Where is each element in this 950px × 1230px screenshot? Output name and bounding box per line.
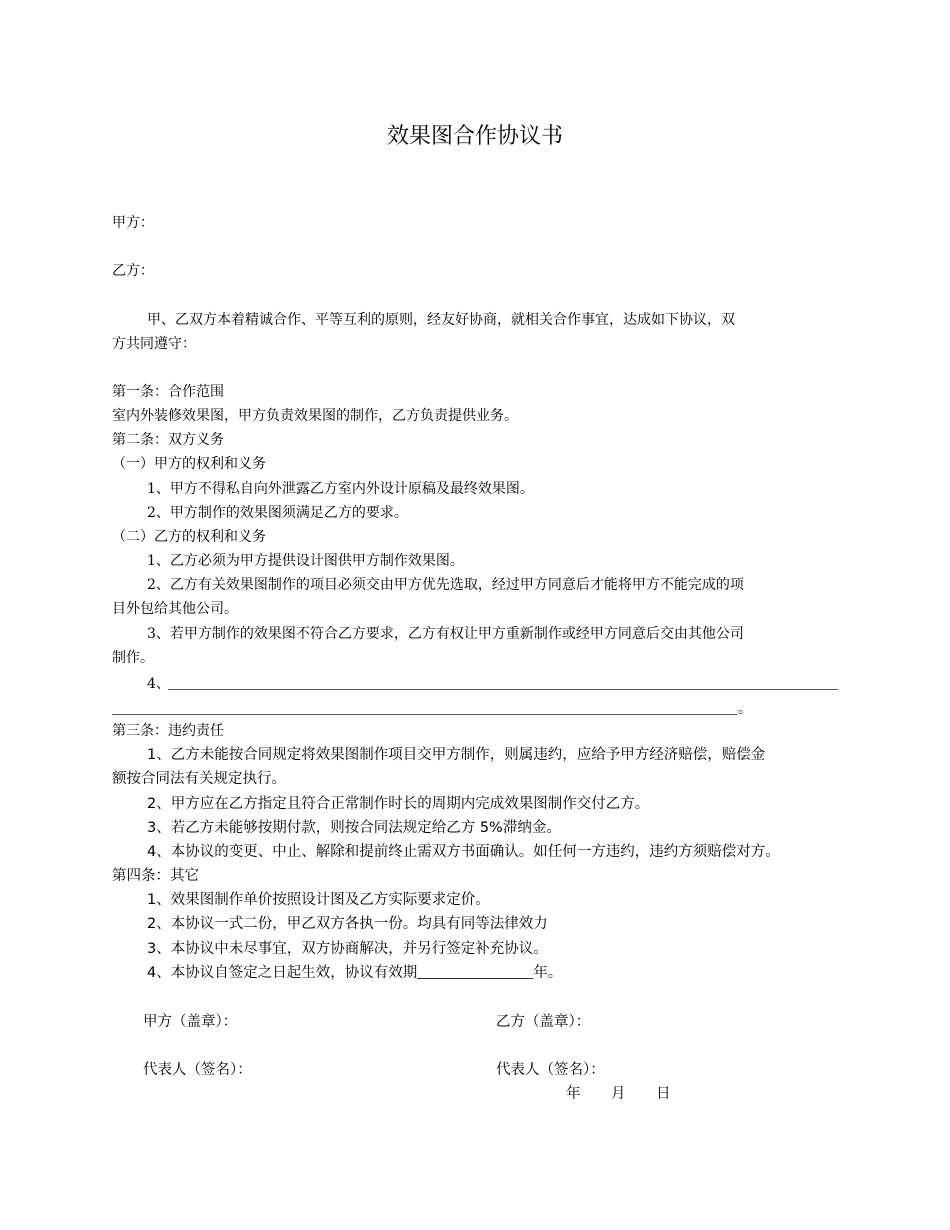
party-a-seal-label: 甲方（盖章）：: [143, 1014, 238, 1030]
article-4-heading: 第四条：其它: [112, 868, 199, 884]
article-4-i4-prefix: 4、本协议自签定之日起生效，协议有效期: [147, 965, 418, 981]
date-year-label: 年: [566, 1086, 581, 1102]
party-a-representative-label: 代表人（签名）：: [143, 1062, 252, 1078]
preamble-line-2: 方共同遵守：: [112, 336, 196, 352]
article-4-i1: 1、效果图制作单价按照设计图及乙方实际要求定价。: [147, 892, 490, 908]
article-3-i1-line-2: 额按合同法有关规定执行。: [112, 771, 286, 787]
article-1-text: 室内外装修效果图，甲方负责效果图的制作，乙方负责提供业务。: [112, 408, 518, 424]
article-2-b2-line-2: 目外包给其他公司。: [112, 601, 238, 617]
article-4-i3: 3、本协议中未尽事宜，双方协商解决，并另行签定补充协议。: [147, 941, 548, 957]
date-month-label: 月: [611, 1086, 626, 1102]
party-b-label: 乙方：: [112, 263, 154, 279]
article-3-heading: 第三条：违约责任: [112, 723, 224, 739]
article-2-heading: 第二条：双方义务: [112, 432, 224, 448]
date-day-label: 日: [656, 1086, 671, 1102]
article-2-b3-line-2: 制作。: [112, 650, 154, 666]
article-1-heading: 第一条：合作范围: [112, 384, 224, 400]
document-title: 效果图合作协议书: [386, 124, 563, 149]
article-2-b1: 1、乙方必须为甲方提供设计图供甲方制作效果图。: [147, 553, 464, 569]
article-2-b2-line-1: 2、乙方有关效果图制作的项目必须交由甲方优先选取，经过甲方同意后才能将甲方不能完成的项: [147, 577, 744, 593]
party-b-seal-label: 乙方（盖章）：: [496, 1014, 591, 1030]
article-2-b4-prefix: 4、: [147, 676, 170, 692]
blank-fill-line-2: [112, 714, 737, 715]
article-2-a1: 1、甲方不得私自向外泄露乙方室内外设计原稿及最终效果图。: [147, 481, 534, 497]
article-4-i4-suffix: 年。: [533, 965, 563, 981]
validity-period-blank: [417, 962, 533, 979]
article-4-i2: 2、本协议一式二份，甲乙双方各执一份。均具有同等法律效力: [147, 916, 548, 932]
blank-fill-line-1: [168, 689, 838, 690]
article-3-i3: 3、若乙方未能够按期付款，则按合同法规定给乙方 5%滞纳金。: [147, 820, 561, 836]
article-2-b3-line-1: 3、若甲方制作的效果图不符合乙方要求，乙方有权让甲方重新制作或经甲方同意后交由其他公司: [147, 626, 744, 642]
article-3-i4: 4、本协议的变更、中止、解除和提前终止需双方书面确认。如任何一方违约，违约方须赔偿对方。: [147, 844, 780, 860]
party-a-label: 甲方：: [112, 215, 154, 231]
article-3-i1-line-1: 1、乙方未能按合同规定将效果图制作项目交甲方制作，则属违约，应给予甲方经济赔偿，赔偿金: [147, 747, 766, 763]
article-2-subheading-2: （二）乙方的权利和义务: [112, 529, 266, 545]
preamble-line-1: 甲、乙双方本着精诚合作、平等互利的原则，经友好协商，就相关合作事宜，达成如下协议，双: [147, 312, 735, 328]
party-b-representative-label: 代表人（签名）：: [496, 1062, 605, 1078]
article-3-i2: 2、甲方应在乙方指定且符合正常制作时长的周期内完成效果图制作交付乙方。: [147, 796, 650, 812]
article-4-i4: [147, 961, 562, 985]
article-2-b4-end: 。: [738, 701, 752, 717]
article-2-subheading-1: （一）甲方的权利和义务: [112, 456, 266, 472]
article-2-a2: 2、甲方制作的效果图须满足乙方的要求。: [147, 505, 408, 521]
